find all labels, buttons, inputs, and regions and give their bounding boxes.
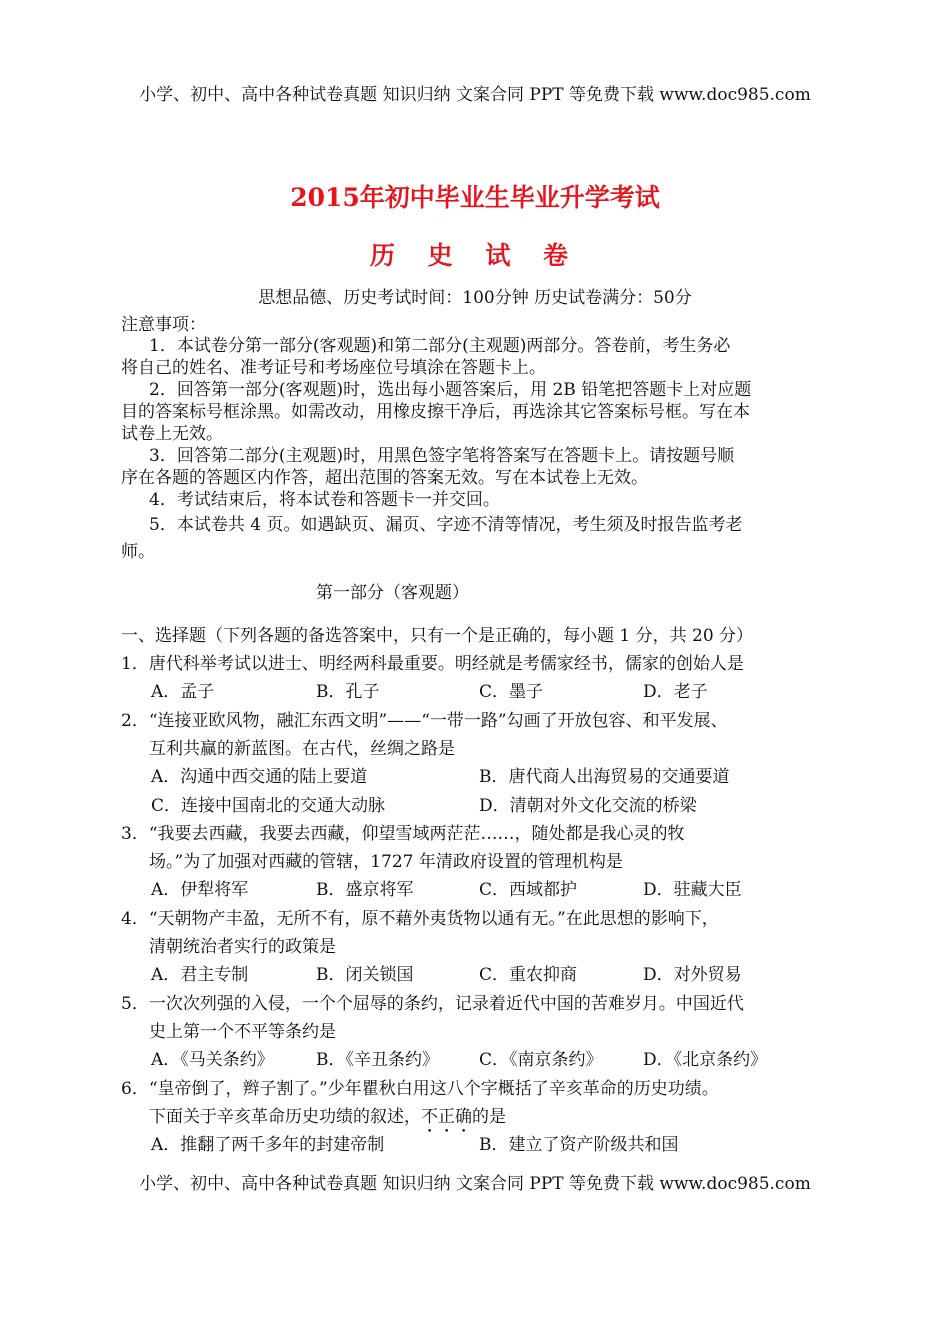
q5-option-b: B．《辛丑条约》 bbox=[316, 1050, 439, 1070]
question-2-cont: 互利共赢的新蓝图。在古代，丝绸之路是 bbox=[149, 739, 455, 759]
note-line: 5．本试卷共 4 页。如遇缺页、漏页、字迹不清等情况，考生须及时报告监考老 bbox=[149, 515, 743, 535]
question-4-cont: 清朝统治者实行的政策是 bbox=[149, 937, 336, 957]
q3-option-a: A．伊犁将军 bbox=[151, 880, 249, 900]
q6-emphasis-not-correct: 不正确 bbox=[421, 1107, 472, 1127]
note-line: 将自己的姓名、准考证号和考场座位号填涂在答题卡上。 bbox=[121, 358, 546, 378]
q4-option-c: C．重农抑商 bbox=[479, 965, 578, 985]
note-line: 3．回答第二部分(主观题)时，用黑色签字笔将答案写在答题卡上。请按题号顺 bbox=[149, 446, 735, 466]
question-3-cont: 场。”为了加强对西藏的管辖，1727 年清政府设置的管理机构是 bbox=[149, 852, 623, 872]
question-3: 3．“我要去西藏，我要去西藏，仰望雪域两茫茫……，随处都是我心灵的牧 bbox=[121, 824, 685, 844]
q4-option-d: D．对外贸易 bbox=[643, 965, 742, 985]
q1-option-c: C．墨子 bbox=[479, 682, 544, 702]
q2-option-b: B．唐代商人出海贸易的交通要道 bbox=[479, 767, 730, 787]
q1-option-b: B．孔子 bbox=[316, 682, 380, 702]
q6-text-pre: 下面关于辛亥革命历史功绩的叙述， bbox=[149, 1107, 421, 1127]
q6-text-post: 的是 bbox=[472, 1107, 506, 1127]
q3-option-c: C．西域都护 bbox=[479, 880, 578, 900]
question-6: 6．“皇帝倒了，辫子割了。”少年瞿秋白用这八个字概括了辛亥革命的历史功绩。 bbox=[121, 1079, 719, 1099]
q5-option-c: C．《南京条约》 bbox=[479, 1050, 603, 1070]
note-line: 试卷上无效。 bbox=[121, 424, 223, 444]
note-line: 序在各题的答题区内作答，超出范围的答案无效。写在本试卷上无效。 bbox=[121, 468, 648, 488]
note-line: 4．考试结束后，将本试卷和答题卡一并交回。 bbox=[149, 490, 500, 510]
footer-banner: 小学、初中、高中各种试卷真题 知识归纳 文案合同 PPT 等免费下载 www.doc985.com bbox=[139, 1174, 811, 1194]
q5-option-d: D．《北京条约》 bbox=[643, 1050, 768, 1070]
q2-option-a: A．沟通中西交通的陆上要道 bbox=[151, 767, 368, 787]
question-1: 1．唐代科举考试以进士、明经两科最重要。明经就是考儒家经书，儒家的创始人是 bbox=[121, 654, 744, 674]
question-4: 4．“天朝物产丰盈，无所不有，原不藉外夷货物以通有无。”在此思想的影响下， bbox=[121, 909, 719, 929]
note-line: 1．本试卷分第一部分(客观题)和第二部分(主观题)两部分。答卷前，考生务必 bbox=[149, 336, 731, 356]
note-line: 师。 bbox=[121, 542, 155, 562]
q5-option-a: A．《马关条约》 bbox=[151, 1050, 274, 1070]
notes-heading: 注意事项： bbox=[121, 315, 206, 335]
q3-option-d: D．驻藏大臣 bbox=[643, 880, 742, 900]
q2-option-c: C．连接中国南北的交通大动脉 bbox=[151, 796, 386, 816]
q2-option-d: D．清朝对外文化交流的桥梁 bbox=[479, 796, 697, 816]
exam-subtitle: 历 史 试 卷 bbox=[369, 241, 581, 270]
header-banner: 小学、初中、高中各种试卷真题 知识归纳 文案合同 PPT 等免费下载 www.doc985.com bbox=[139, 85, 811, 105]
q4-option-b: B．闭关锁国 bbox=[316, 965, 414, 985]
q1-option-d: D．老子 bbox=[643, 682, 708, 702]
q6-option-a: A．推翻了两千多年的封建帝制 bbox=[151, 1135, 385, 1155]
exam-info: 思想品德、历史考试时间：100分钟 历史试卷满分：50分 bbox=[258, 288, 692, 308]
q3-option-b: B．盛京将军 bbox=[316, 880, 414, 900]
note-line: 2．回答第一部分(客观题)时，选出每小题答案后，用 2B 铅笔把答题卡上对应题 bbox=[149, 380, 752, 400]
question-5: 5．一次次列强的入侵，一个个屈辱的条约，记录着近代中国的苦难岁月。中国近代 bbox=[121, 994, 744, 1014]
q6-option-b: B．建立了资产阶级共和国 bbox=[479, 1135, 679, 1155]
q4-option-a: A．君主专制 bbox=[151, 965, 249, 985]
q1-option-a: A．孟子 bbox=[151, 682, 215, 702]
part-heading: 第一部分（客观题） bbox=[316, 583, 469, 603]
question-5-cont: 史上第一个不平等条约是 bbox=[149, 1022, 336, 1042]
section-heading: 一、选择题（下列各题的备选答案中，只有一个是正确的，每小题 1 分，共 20 分） bbox=[121, 626, 754, 646]
note-line: 目的答案标号框涂黑。如需改动，用橡皮擦干净后，再选涂其它答案标号框。写在本 bbox=[121, 402, 750, 422]
exam-title: 2015年初中毕业生毕业升学考试 bbox=[290, 183, 660, 212]
question-2: 2．“连接亚欧风物，融汇东西文明”——“一带一路”勾画了开放包容、和平发展、 bbox=[121, 711, 728, 731]
